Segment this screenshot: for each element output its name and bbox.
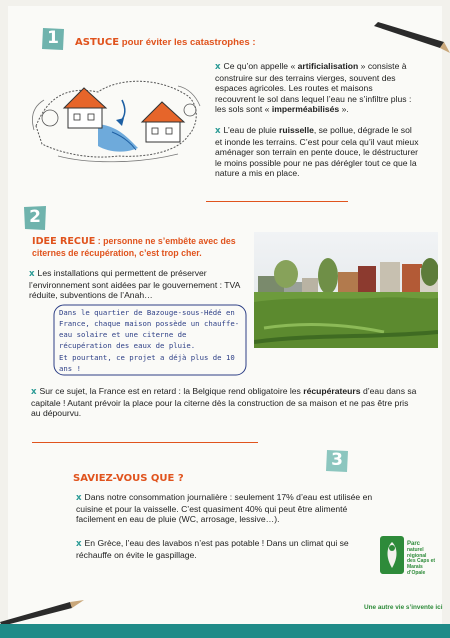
x-bullet-icon: x: [31, 387, 37, 397]
x-bullet-icon: x: [76, 539, 82, 549]
section-1-paragraph-2: x L’eau de pluie ruisselle, se pollue, dégrade le sol et inonde les terrains. C’est pour cela qu’il vaut mieux aménager son terrain en pente douce, le déstructurer le moins possible pour ne pas dérégler tout ce que la nature a mis en place.: [215, 125, 419, 179]
section-2-title-rest: : personne ne s’embête avec des citernes de récupération, c’est trop cher.: [32, 236, 236, 258]
section-3-number: 3: [331, 450, 343, 470]
section-1-divider: [206, 201, 348, 202]
park-logo: [364, 532, 443, 616]
handwritten-note-box: [55, 305, 245, 373]
section-3-paragraph-2: x En Grèce, l’eau des lavabos n’est pas potable ! Dans un climat qui se réchauffe on évite le gaspillage.: [76, 538, 349, 560]
park-logo-emblem: [380, 536, 404, 574]
logo-tagline: Une autre vie s’invente ici: [364, 604, 443, 611]
eco-district-photo: [254, 232, 438, 348]
x-bullet-icon: x: [215, 62, 221, 72]
section-2-paragraph-1: x Les installations qui permettent de préserver l’environnement sont aidées par le gouvernement : TVA réduite, subventions de l’Anah…: [29, 268, 240, 301]
section-1-title: [75, 37, 256, 48]
logo-text-block: Parc naturel régional des Caps et Marais d’Opale: [407, 541, 436, 576]
x-bullet-icon: x: [215, 126, 221, 136]
section-3-title: SAVIEZ-VOUS QUE ?: [73, 473, 184, 484]
pencil-top-right: [372, 22, 450, 54]
section-2-title-caps: IDEE RECUE: [32, 236, 96, 247]
pencil-bottom-left: [0, 596, 84, 626]
section-3-paragraph-1: x Dans notre consommation journalière : seulement 17% d’eau est utilisée en cuisine et pour la vaisselle. C’est quasiment 40% qui peut être alimenté facilement en eau de pluie (WC, arrosage, lessive…).: [76, 492, 373, 525]
bottom-teal-band: [0, 624, 450, 638]
handwritten-note-text-1: Dans le quartier de Bazouge-sous-Hédé en France, chaque maison possède un chauffe-eau solaire et une citerne de récupération des eaux de pluie.: [59, 308, 240, 350]
x-bullet-icon: x: [76, 493, 82, 503]
section-2-title: [32, 236, 254, 258]
handwritten-note-text-2: Et pourtant, ce projet a déjà plus de 10 ans !: [59, 353, 235, 373]
section-2-divider: [32, 442, 258, 443]
section-1-title-rest: pour éviter les catastrophes :: [119, 37, 256, 48]
section-2-paragraph-2: x Sur ce sujet, la France est en retard : la Belgique rend obligatoire les récupérateurs d’eau dans sa capitale ! Autant prévoir la place pour la citerne dès la construction de sa maison et ne pas être pris au dépourvu.: [31, 386, 417, 419]
section-1-number: 1: [47, 28, 59, 48]
section-2-number: 2: [29, 207, 41, 227]
sketch-houses-illustration: [28, 66, 204, 166]
x-bullet-icon: x: [29, 269, 35, 279]
section-1-title-caps: ASTUCE: [75, 37, 120, 48]
section-1-paragraph-1: x Ce qu’on appelle « artificialisation » consiste à construire sur des terrains vierges, souvent des espaces agricoles. Les routes et maisons recouvrent le sol dans lequel l’eau ne s’infiltre plus : les sols sont « imperméabilisés ».: [215, 61, 412, 115]
